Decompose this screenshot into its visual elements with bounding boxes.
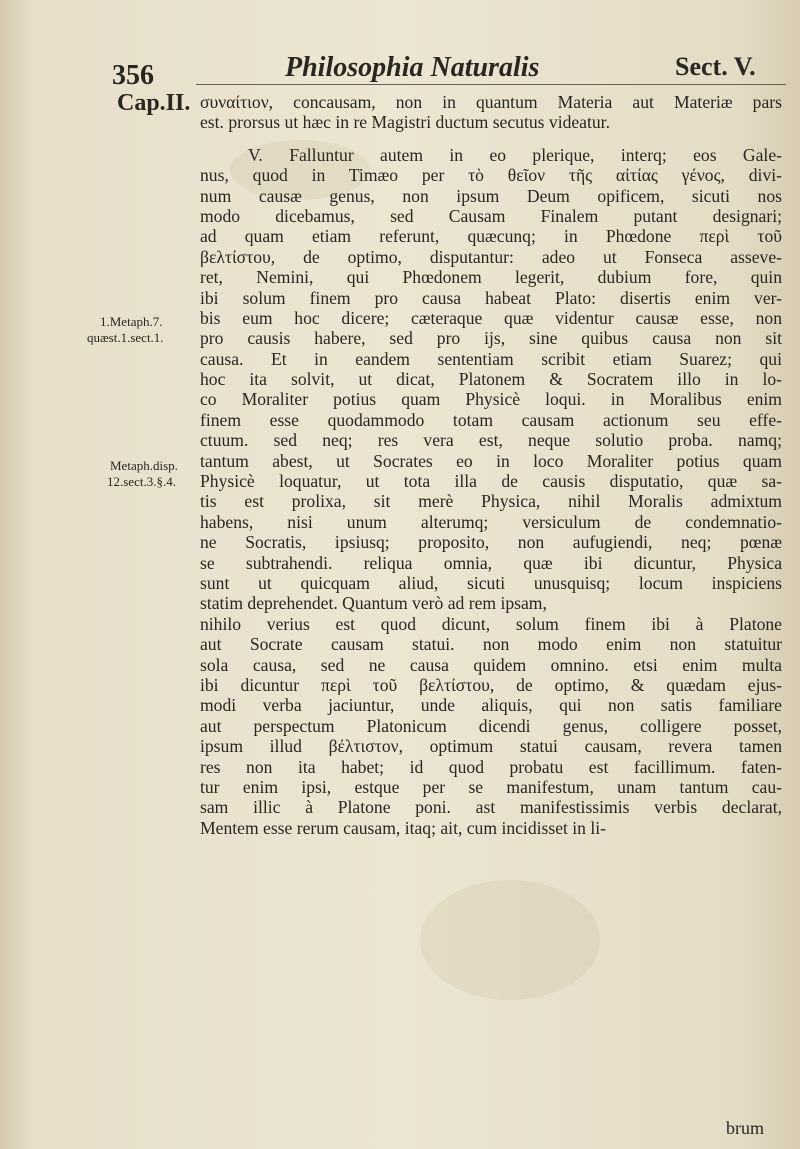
text-line: statim deprehendet. Quantum verò ad rem ipsam, bbox=[200, 593, 547, 614]
header-rule bbox=[196, 84, 786, 85]
body-text bbox=[200, 92, 782, 838]
page-number: 356 bbox=[112, 60, 154, 91]
margin-note: 1.Metaph.7. bbox=[100, 314, 163, 329]
margin-note: 12.sect.3.§.4. bbox=[107, 474, 176, 489]
text-line: Physicè loquatur, ut tota illa de causis disputatio, quæ sa- bbox=[200, 471, 782, 492]
text-line: aut perspectum Platonicum dicendi genus, colligere posset, bbox=[200, 715, 782, 736]
text-line: tantum abest, ut Socrates eo in loco Moraliter potius quam bbox=[200, 450, 782, 471]
text-line: ad quam etiam referunt, quæcunq; in Phœdone περὶ τοῦ bbox=[200, 226, 782, 247]
text-line: res non ita habet; id quod probatu est facillimum. faten- bbox=[200, 756, 782, 777]
text-line: pro causis habere, sed pro ijs, sine quibus causa non sit bbox=[200, 328, 782, 349]
text-line: συναίτιον, concausam, non in quantum Materia aut Materiæ pars bbox=[200, 92, 782, 112]
paper-stain bbox=[420, 880, 600, 1000]
text-line: modi verba jaciuntur, unde aliquis, qui non satis familiare bbox=[200, 695, 782, 716]
text-line: est. prorsus ut hæc in re Magistri ductum secutus videatur. bbox=[200, 112, 610, 133]
text-line: Mentem esse rerum causam, itaq; ait, cum incidisset in li- bbox=[200, 817, 607, 838]
text-line: modo dicebamus, sed Causam Finalem putant designari; bbox=[200, 205, 782, 226]
running-title: Philosophia Naturalis bbox=[285, 52, 540, 83]
text-line: sola causa, sed ne causa quidem omnino. etsi enim multa bbox=[200, 654, 782, 675]
text-line: ctuum. sed neq; res vera est, neque solutio proba. namq; bbox=[200, 430, 782, 451]
margin-note: quæst.1.sect.1. bbox=[87, 330, 164, 345]
chapter-label: Cap.II. bbox=[117, 90, 191, 116]
text-line: tis est prolixa, sit merè Physica, nihil Moralis admixtum bbox=[200, 491, 782, 512]
text-line: nus, quod in Timæo per τὸ θεῖον τῆς αἰτίας γένος, divi- bbox=[200, 165, 782, 186]
text-line: sam illic à Platone poni. ast manifestissimis verbis declarat, bbox=[200, 797, 782, 818]
text-line: sunt ut quicquam aliud, sicuti unusquisq; locum inspiciens bbox=[200, 572, 782, 593]
text-line: hoc ita solvit, ut dicat, Platonem & Socratem illo in lo- bbox=[200, 369, 782, 390]
text-line: finem esse quodammodo totam causam actionum seu effe- bbox=[200, 409, 782, 430]
text-line: ne Socratis, ipsiusq; proposito, non aufugiendi, neq; pœnæ bbox=[200, 532, 782, 553]
text-line: habens, nisi unum alterumq; versiculum de condemnatio- bbox=[200, 511, 782, 532]
text-line: ret, Nemini, qui Phœdonem legerit, dubium fore, quin bbox=[200, 267, 782, 288]
text-line: se subtrahendi. reliqua omnia, quæ ibi dicuntur, Physica bbox=[200, 552, 782, 573]
text-line: ipsum illud βέλτιστον, optimum statui causam, revera tamen bbox=[200, 736, 782, 757]
text-line: ibi solum finem pro causa habeat Plato: disertis enim ver- bbox=[200, 287, 782, 308]
text-line: nihilo verius est quod dicunt, solum finem ibi à Platone bbox=[200, 613, 782, 634]
text-line: num causæ genus, non ipsum Deum opificem, sicuti nos bbox=[200, 185, 782, 206]
text-line: bis eum hoc dicere; cæteraque quæ videntur causæ esse, non bbox=[200, 307, 782, 328]
section-heading: Sect. V. bbox=[675, 52, 756, 81]
text-line: aut Socrate causam statui. non modo enim non statuitur bbox=[200, 634, 782, 655]
text-line: causa. Et in eandem sententiam scribit etiam Suarez; qui bbox=[200, 348, 782, 369]
text-line: tur enim ipsi, estque per se manifestum, unam tantum cau- bbox=[200, 776, 782, 797]
margin-note: Metaph.disp. bbox=[110, 458, 178, 473]
text-line: V. Falluntur autem in eo plerique, interq; eos Gale- bbox=[248, 144, 782, 165]
text-line: co Moraliter potius quam Physicè loqui. in Moralibus enim bbox=[200, 389, 782, 410]
text-line: βελτίστου, de optimo, disputantur: adeo ut Fonseca asseve- bbox=[200, 246, 782, 267]
text-line: ibi dicuntur περὶ τοῦ βελτίστου, de optimo, & quædam ejus- bbox=[200, 674, 782, 695]
catchword: brum bbox=[726, 1118, 764, 1138]
